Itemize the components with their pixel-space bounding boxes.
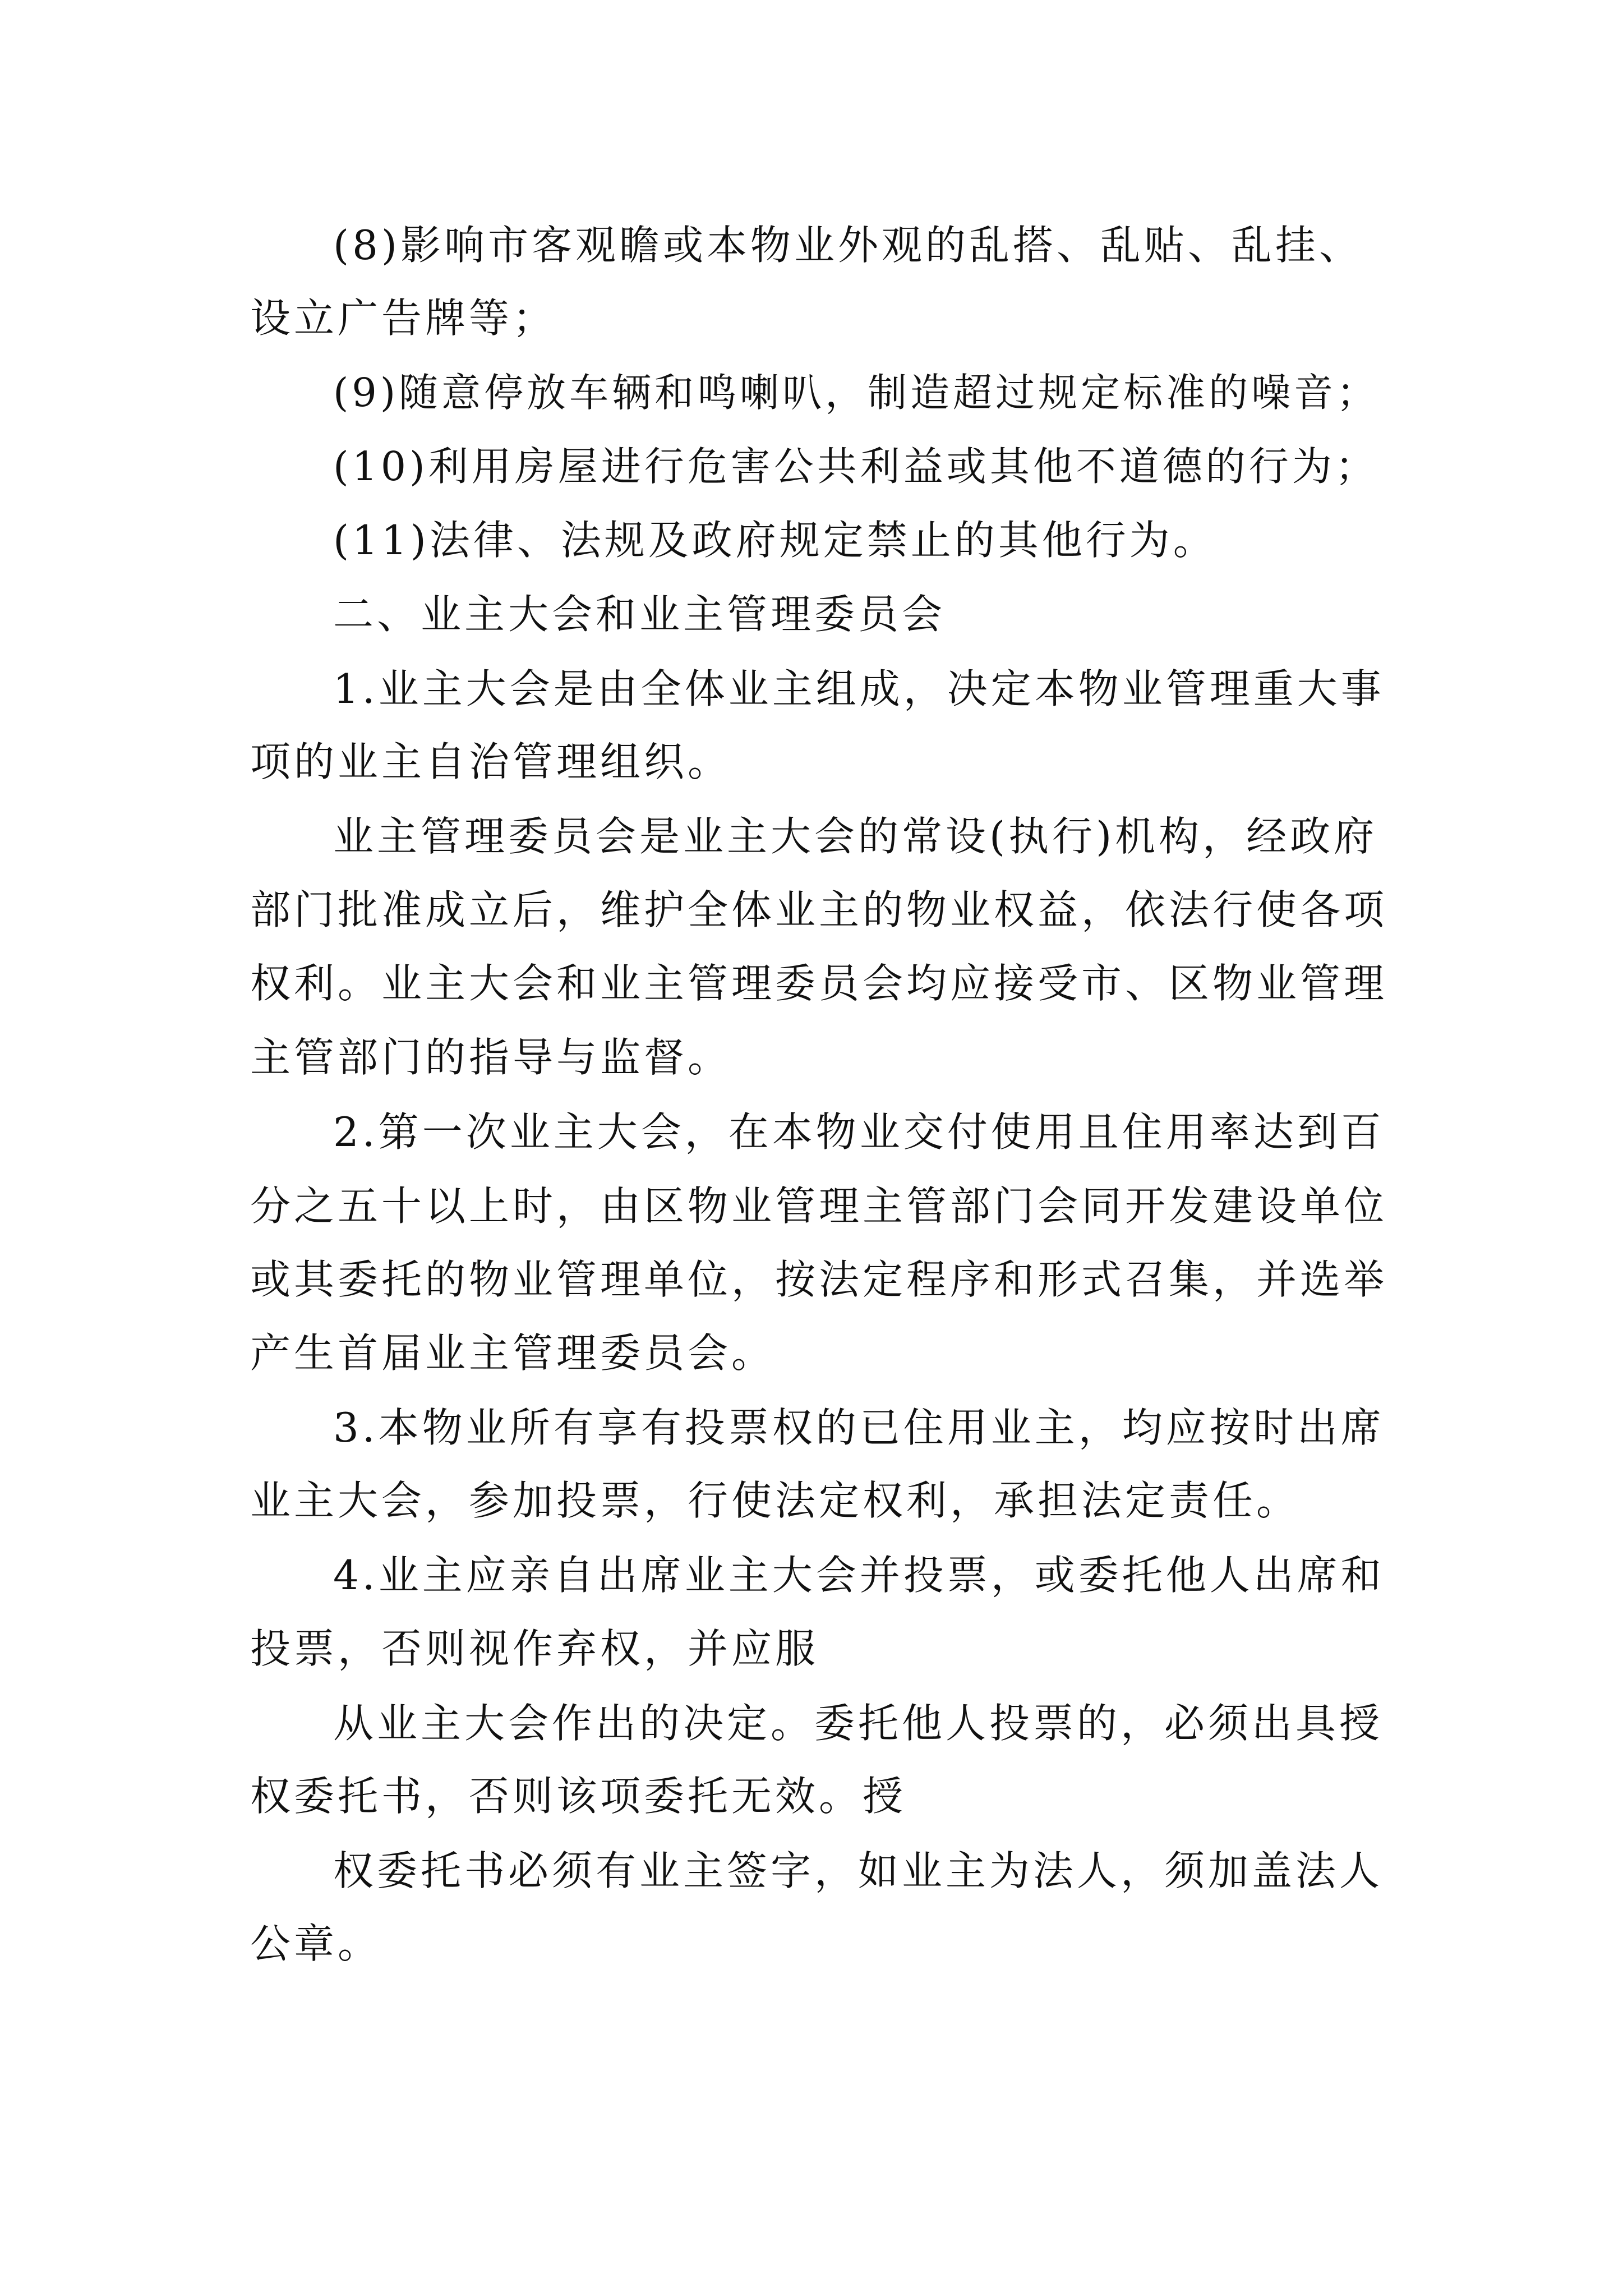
text-line: 或其委托的物业管理单位，按法定程序和形式召集，并选举	[250, 1256, 1388, 1303]
text-line: 3.本物业所有享有投票权的已住用业主，均应按时出席	[333, 1404, 1385, 1451]
text-line: 设立广告牌等；	[250, 295, 557, 342]
text-line: 业主管理委员会是业主大会的常设(执行)机构，经政府	[333, 813, 1378, 860]
text-line: 部门批准成立后，维护全体业主的物业权益，依法行使各项	[250, 886, 1388, 933]
text-line: 权委托书，否则该项委托无效。授	[250, 1773, 907, 1820]
text-line: 权委托书必须有业主签字，如业主为法人，须加盖法人	[333, 1847, 1384, 1894]
text-line: (11)法律、法规及政府规定禁止的其他行为。	[333, 517, 1217, 564]
text-line: (10)利用房屋进行危害公共利益或其他不道德的行为；	[333, 443, 1378, 490]
text-line: 公章。	[250, 1920, 382, 1967]
text-line: 分之五十以上时，由区物业管理主管部门会同开发建设单位	[250, 1182, 1388, 1230]
text-line: 4.业主应亲自出席业主大会并投票，或委托他人出席和	[333, 1552, 1385, 1599]
text-line: 投票，否则视作弃权，并应服	[250, 1625, 819, 1672]
text-line: (9)随意停放车辆和鸣喇叭，制造超过规定标准的噪音；	[333, 370, 1380, 416]
text-line: 主管部门的指导与监督。	[250, 1034, 732, 1081]
section-heading: 二、业主大会和业主管理委员会	[333, 591, 946, 638]
text-line: 项的业主自治管理组织。	[250, 738, 732, 785]
text-line: 业主大会，参加投票，行使法定权利，承担法定责任。	[250, 1477, 1301, 1524]
text-line: 从业主大会作出的决定。委托他人投票的，必须出具授	[333, 1700, 1384, 1747]
text-line: 1.业主大会是由全体业主组成，决定本物业管理重大事	[333, 665, 1385, 712]
text-line: 权利。业主大会和业主管理委员会均应接受市、区物业管理	[250, 960, 1388, 1007]
text-line: (8)影响市客观瞻或本物业外观的乱搭、乱贴、乱挂、	[333, 222, 1363, 269]
text-line: 产生首届业主管理委员会。	[250, 1329, 776, 1377]
text-line: 2.第一次业主大会，在本物业交付使用且住用率达到百	[333, 1108, 1385, 1156]
